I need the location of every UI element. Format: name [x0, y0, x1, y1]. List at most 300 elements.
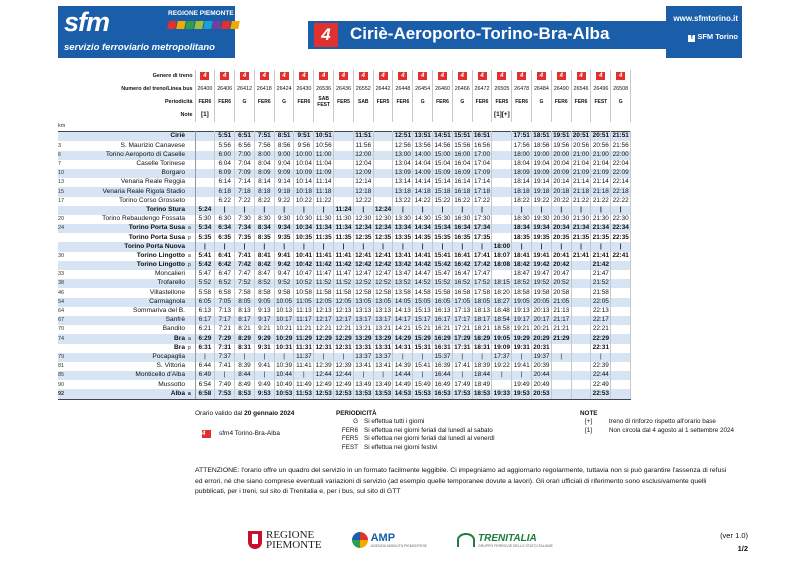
station-row — [58, 215, 631, 224]
time-cell: 14:05 — [394, 297, 411, 305]
time-cell: 6:22 — [215, 197, 235, 206]
time-cell — [492, 178, 512, 187]
station-name: Bandito — [162, 325, 185, 333]
time-cell: 20:00 — [553, 150, 570, 158]
km-value — [58, 242, 73, 251]
km-value: 24 — [58, 224, 73, 233]
time-cell: 7:53 — [215, 389, 235, 399]
time-cell: | — [551, 353, 571, 362]
station-row — [58, 169, 631, 178]
time-cell — [334, 187, 354, 196]
notes-row-cell — [591, 109, 611, 122]
time-cell: 6:13 — [195, 307, 215, 316]
time-cell: 10:35 — [295, 233, 313, 241]
time-cell: 12:49 — [335, 380, 352, 388]
station-row — [58, 279, 631, 288]
time-cell: 7:31 — [215, 344, 235, 353]
time-cell: 20:49 — [533, 380, 550, 388]
arrival-departure-marker — [188, 160, 195, 169]
km-value: 54 — [58, 298, 73, 307]
time-cell: 17:30 — [474, 215, 491, 223]
time-cell: 21:58 — [592, 288, 609, 296]
time-cell — [373, 132, 393, 142]
time-cell: 13:18 — [394, 187, 411, 195]
notes-legend — [580, 410, 734, 435]
time-cell: 12:39 — [335, 362, 352, 370]
time-cell: 8:04 — [254, 160, 274, 169]
time-cell: | — [353, 242, 373, 251]
time-cell: 8:30 — [254, 215, 274, 224]
station-row — [58, 242, 631, 251]
time-cell: 15:22 — [434, 196, 451, 204]
time-cell: 20:53 — [532, 389, 552, 399]
train-number-row-cell: 26508 — [611, 83, 631, 96]
time-cell: 19:51 — [553, 132, 570, 140]
arrival-departure-marker: p — [188, 344, 195, 353]
time-cell: 12:04 — [355, 160, 372, 168]
social-link[interactable] — [688, 32, 738, 42]
time-cell: 20:29 — [533, 334, 550, 342]
time-cell — [611, 371, 631, 380]
station-name: Torino Porta Susa — [73, 224, 188, 233]
time-cell: | — [235, 242, 255, 251]
station-row — [58, 178, 631, 187]
validity-date: 20 gennaio 2024 — [244, 410, 295, 417]
km-value: 70 — [58, 326, 65, 333]
km-value: 6 — [58, 151, 73, 160]
time-cell: 17:04 — [474, 160, 491, 168]
time-cell: 10:17 — [276, 316, 293, 324]
train-type-row-cell — [551, 70, 571, 83]
time-cell: 16:09 — [454, 169, 471, 177]
station-name: Sanfrè — [73, 316, 188, 325]
train-icon: 4 — [379, 72, 388, 80]
station-row — [58, 160, 631, 169]
station-name: Torino Rebaudengo Fossata — [102, 215, 185, 223]
periodicity-row-cell: FER5 — [334, 96, 354, 109]
social-label: SFM Torino — [697, 32, 738, 41]
time-cell: 22:13 — [592, 307, 609, 315]
time-cell: 5:24 — [195, 206, 215, 215]
time-cell — [551, 389, 571, 399]
time-cell: 13:29 — [374, 334, 392, 342]
time-cell: 13:53 — [373, 389, 393, 399]
station-row — [58, 132, 631, 142]
time-cell: 20:09 — [553, 169, 570, 177]
time-cell: 21:42 — [592, 261, 610, 269]
time-cell: 19:49 — [513, 380, 530, 388]
train-number-row-cell: 26406 — [215, 83, 235, 96]
time-cell: 19:29 — [513, 334, 530, 342]
time-cell: 8:09 — [254, 169, 274, 178]
time-cell: 5:41 — [195, 252, 215, 261]
time-cell: 12:35 — [374, 233, 392, 241]
time-cell: 9:00 — [274, 151, 294, 160]
time-cell: 17:41 — [454, 362, 471, 370]
time-cell: 12:44 — [315, 371, 332, 379]
time-cell: 10:52 — [295, 279, 312, 287]
time-cell: 14:49 — [394, 380, 411, 388]
time-cell: 6:17 — [195, 316, 215, 325]
train-type-row-cell — [393, 70, 413, 83]
time-cell — [571, 325, 591, 334]
time-cell — [611, 344, 631, 353]
trenitalia-mark-icon — [457, 533, 475, 547]
station-row — [58, 325, 631, 334]
station-name: Torino Aeroporto di Caselle — [73, 151, 188, 160]
time-cell: 10:49 — [276, 380, 293, 388]
time-cell — [492, 270, 512, 279]
note-text: Non circola dal 4 agosto al 1 settembre 2024 — [609, 426, 734, 434]
time-cell: 19:56 — [553, 141, 570, 149]
time-cell: 9:04 — [274, 160, 294, 169]
time-cell: 7:09 — [235, 169, 255, 178]
time-cell: 12:53 — [314, 389, 334, 399]
time-cell: 16:49 — [434, 380, 451, 388]
time-cell: 12:42 — [355, 261, 372, 269]
time-cell: | — [611, 206, 631, 215]
time-cell — [611, 334, 631, 343]
time-cell: 7:49 — [215, 380, 235, 389]
time-cell: 15:41 — [414, 362, 431, 370]
time-cell: 5:47 — [195, 270, 215, 279]
time-cell — [571, 279, 591, 288]
train-number-row-cell: 26505 — [492, 83, 512, 96]
time-cell — [373, 160, 393, 169]
time-cell: 18:15 — [493, 279, 510, 287]
time-cell: 11:17 — [294, 316, 314, 325]
amp-logo — [352, 532, 427, 548]
notes-row-cell — [254, 109, 274, 122]
station-name: Torino Stura — [73, 206, 188, 215]
periodicity-row-cell: SAB FEST — [314, 96, 334, 109]
km-value: 17 — [58, 197, 65, 204]
time-cell: 18:29 — [473, 334, 491, 342]
station-name: Torino Corso Grosseto — [119, 196, 185, 204]
time-cell: 13:35 — [394, 233, 412, 241]
time-cell: 8:31 — [235, 344, 255, 353]
time-cell: 17:13 — [454, 307, 471, 315]
periodicity-row-cell: G — [532, 96, 552, 109]
time-cell: | — [274, 353, 294, 362]
time-cell — [334, 197, 354, 206]
km-value: 15 — [58, 187, 73, 196]
time-cell: 11:49 — [294, 380, 314, 389]
time-cell: 12:41 — [355, 251, 372, 259]
time-cell: 8:29 — [235, 334, 255, 343]
time-cell: 11:21 — [294, 325, 314, 334]
time-cell — [334, 160, 354, 169]
time-cell: 17:21 — [454, 325, 471, 333]
time-cell: 9:13 — [254, 307, 274, 316]
time-cell: 16:56 — [474, 141, 491, 149]
station-name: Venaria Reale Rigola Stadio — [73, 187, 188, 196]
time-cell: 18:34 — [513, 224, 530, 232]
time-cell: 6:34 — [215, 224, 235, 233]
time-cell: 22:53 — [591, 389, 611, 399]
time-cell: 12:18 — [355, 187, 372, 195]
time-cell: 19:41 — [513, 362, 530, 370]
train-icon: 4 — [200, 72, 209, 80]
arrival-departure-marker — [188, 242, 195, 251]
timetable — [58, 70, 631, 400]
time-cell: 21:17 — [553, 316, 570, 324]
time-cell: 19:35 — [533, 233, 550, 241]
header-spacer — [58, 96, 73, 109]
train-icon: 4 — [398, 72, 407, 80]
time-cell: | — [373, 371, 393, 380]
time-cell: | — [314, 206, 334, 215]
km-value: 30 — [58, 252, 65, 259]
time-cell: 18:00 — [513, 150, 530, 158]
time-cell: 10:14 — [295, 178, 312, 186]
time-cell: 13:13 — [355, 307, 372, 315]
time-cell: | — [571, 242, 591, 251]
time-cell: 13:17 — [375, 316, 392, 324]
time-cell — [611, 298, 631, 307]
time-cell: 21:30 — [592, 215, 609, 223]
time-cell — [571, 307, 591, 316]
station-name: Carmagnola — [73, 298, 188, 307]
station-row — [58, 307, 631, 316]
time-cell: 12:53 — [334, 389, 354, 399]
periodicity-code: G — [353, 418, 358, 426]
time-cell: 8:53 — [235, 389, 255, 399]
time-cell: | — [611, 242, 631, 251]
time-cell: 21:13 — [553, 307, 570, 315]
crest-icon — [248, 531, 262, 549]
arrival-departure-marker — [188, 316, 195, 325]
time-cell: | — [254, 242, 274, 251]
time-cell: 21:22 — [573, 196, 590, 204]
time-cell: 13:09 — [394, 169, 411, 177]
time-cell: 14:04 — [414, 160, 431, 168]
time-cell: 21:09 — [592, 169, 609, 177]
arrival-departure-marker: a — [188, 334, 195, 343]
time-cell: 18:58 — [513, 288, 530, 296]
train-type-row-cell — [254, 70, 274, 83]
time-cell: | — [413, 353, 433, 362]
time-cell: 12:42 — [374, 261, 392, 269]
train-icon: 4 — [220, 72, 229, 80]
station-name: Borgaro — [73, 169, 188, 178]
time-cell: | — [472, 353, 492, 362]
notes-row-cell — [314, 109, 334, 122]
time-cell — [334, 141, 354, 150]
time-cell: 19:04 — [533, 160, 550, 168]
time-cell: 19:34 — [533, 224, 550, 232]
time-cell: 17:18 — [474, 187, 491, 195]
km-value: 85 — [58, 371, 73, 380]
periodicity-item — [336, 427, 495, 435]
periodicity-row-cell: G — [274, 96, 294, 109]
time-cell — [334, 151, 354, 160]
time-cell — [373, 197, 393, 206]
time-cell: 15:47 — [434, 270, 451, 278]
train-number-row-cell: 26460 — [433, 83, 453, 96]
time-cell: 22:29 — [592, 334, 610, 342]
time-cell: 16:04 — [454, 160, 471, 168]
time-cell: 9:14 — [274, 178, 294, 187]
time-cell: 6:14 — [215, 178, 235, 187]
time-cell: 13:31 — [355, 343, 372, 351]
time-cell: 19:21 — [513, 325, 530, 333]
time-cell: 6:29 — [195, 334, 215, 343]
station-name: Moncalieri — [154, 270, 185, 278]
time-cell: 18:47 — [513, 270, 530, 278]
time-cell — [611, 279, 631, 288]
time-cell: 21:00 — [573, 150, 590, 158]
line-badge-icon: 4 — [314, 23, 338, 47]
website-link[interactable]: www.sfmtorino.it — [673, 14, 738, 23]
train-number-row-cell: 26552 — [353, 83, 373, 96]
trenitalia-logo — [457, 533, 553, 548]
time-cell: 11:47 — [314, 270, 334, 279]
km-header-spacer — [73, 122, 631, 132]
periodicity-row-cell: FEST — [591, 96, 611, 109]
time-cell: 19:31 — [513, 343, 530, 351]
periodicity-code: FEST — [341, 443, 358, 451]
time-cell: 14:09 — [414, 169, 431, 177]
time-cell: 18:27 — [493, 297, 510, 305]
station-row — [58, 389, 631, 399]
time-cell: 7:34 — [235, 224, 255, 233]
time-cell: 15:09 — [434, 169, 451, 177]
time-cell — [195, 141, 215, 150]
time-cell: | — [393, 206, 413, 215]
color-squares-icon — [168, 21, 239, 29]
station-name: Torino Lingotto — [73, 261, 188, 270]
arrival-departure-marker — [188, 298, 195, 307]
time-cell: 22:35 — [612, 233, 629, 241]
time-cell: 21:18 — [592, 187, 609, 195]
time-cell: 13:53 — [353, 389, 373, 399]
time-cell: | — [551, 242, 571, 251]
time-cell: 18:52 — [513, 279, 530, 287]
time-cell: 15:05 — [414, 297, 431, 305]
time-cell: 12:47 — [355, 270, 372, 278]
train-icon: 4 — [319, 72, 328, 80]
time-cell: 21:09 — [573, 169, 590, 177]
time-cell: 18:05 — [474, 297, 491, 305]
notes-row-label: Note — [73, 109, 195, 122]
time-cell — [373, 141, 393, 150]
time-cell: 6:41 — [215, 252, 235, 261]
time-cell: | — [551, 206, 571, 215]
time-cell: 19:33 — [492, 389, 512, 399]
time-cell — [571, 362, 591, 371]
time-cell: 18:41 — [513, 251, 530, 259]
time-cell: 10:31 — [275, 343, 293, 351]
time-cell: 15:41 — [434, 251, 451, 259]
time-cell: 19:22 — [533, 196, 550, 204]
time-cell: | — [591, 353, 611, 362]
regione-line1: REGIONE — [266, 529, 315, 541]
time-cell: 22:00 — [612, 150, 629, 158]
time-cell: 8:52 — [254, 279, 274, 288]
time-cell: 7:22 — [235, 197, 255, 206]
time-cell: 20:31 — [533, 343, 550, 351]
time-cell: | — [512, 206, 532, 215]
time-cell: 14:29 — [394, 334, 412, 342]
time-cell: | — [571, 206, 591, 215]
time-cell: 20:34 — [553, 224, 570, 232]
time-cell: 11:24 — [335, 205, 352, 213]
time-cell: 13:04 — [394, 160, 411, 168]
arrival-departure-marker — [188, 187, 195, 196]
time-cell: 7:13 — [215, 307, 235, 316]
time-cell: 11:14 — [314, 178, 334, 187]
time-cell: 14:30 — [414, 215, 431, 223]
train-icon: 4 — [497, 72, 506, 80]
time-cell: 8:56 — [274, 141, 294, 150]
time-cell — [611, 353, 631, 362]
time-cell: 15:42 — [434, 261, 451, 269]
time-cell: 17:17 — [454, 316, 471, 324]
time-cell: 19:42 — [533, 261, 550, 269]
time-cell: 11:47 — [334, 270, 354, 279]
time-cell: 14:42 — [414, 261, 431, 269]
time-cell: | — [373, 242, 393, 251]
sfm-logo-block — [58, 6, 235, 58]
time-cell: 8:47 — [254, 270, 274, 279]
station-row — [58, 362, 631, 371]
time-cell: 11:31 — [295, 343, 312, 351]
time-cell: 12:29 — [335, 334, 352, 342]
time-cell: | — [254, 371, 274, 380]
time-cell: 14:53 — [393, 389, 413, 399]
time-cell: 12:52 — [355, 279, 372, 287]
time-cell: 12:56 — [394, 141, 411, 149]
time-cell: 20:41 — [553, 251, 570, 259]
facebook-icon: f — [688, 35, 695, 42]
time-cell: 18:48 — [493, 307, 510, 315]
time-cell: 17:47 — [474, 270, 491, 278]
time-cell: 16:51 — [473, 132, 491, 140]
time-cell: 17:56 — [513, 141, 530, 149]
time-cell: 11:13 — [294, 307, 314, 316]
time-cell: 11:42 — [315, 261, 332, 269]
time-cell: 15:34 — [434, 224, 451, 232]
page-number: 1/2 — [737, 544, 748, 553]
brand-subtitle: servizio ferroviario metropolitano — [64, 42, 215, 53]
time-cell: 11:37 — [294, 353, 314, 362]
train-type-row-cell — [433, 70, 453, 83]
time-cell: 8:22 — [254, 197, 274, 206]
train-icon: 4 — [202, 430, 211, 438]
time-cell: 10:58 — [295, 288, 312, 296]
time-cell: 10:04 — [295, 160, 312, 168]
time-cell: 9:22 — [274, 197, 294, 206]
train-type-row-cell — [353, 70, 373, 83]
time-cell — [492, 197, 512, 206]
time-cell: 11:58 — [334, 288, 354, 297]
time-cell: 20:05 — [533, 297, 550, 305]
station-row — [58, 141, 631, 150]
time-cell — [571, 270, 591, 279]
train-type-row-cell — [215, 70, 235, 83]
time-cell: 15:58 — [434, 288, 451, 296]
time-cell — [373, 169, 393, 178]
time-cell: | — [492, 371, 512, 380]
time-cell: 21:56 — [612, 141, 629, 149]
train-number-row-cell: 26478 — [512, 83, 532, 96]
time-cell: 21:05 — [553, 297, 570, 305]
time-cell: 15:04 — [434, 160, 451, 168]
train-type-row-cell — [314, 70, 334, 83]
time-cell: 10:29 — [275, 334, 293, 342]
time-cell — [571, 353, 591, 362]
